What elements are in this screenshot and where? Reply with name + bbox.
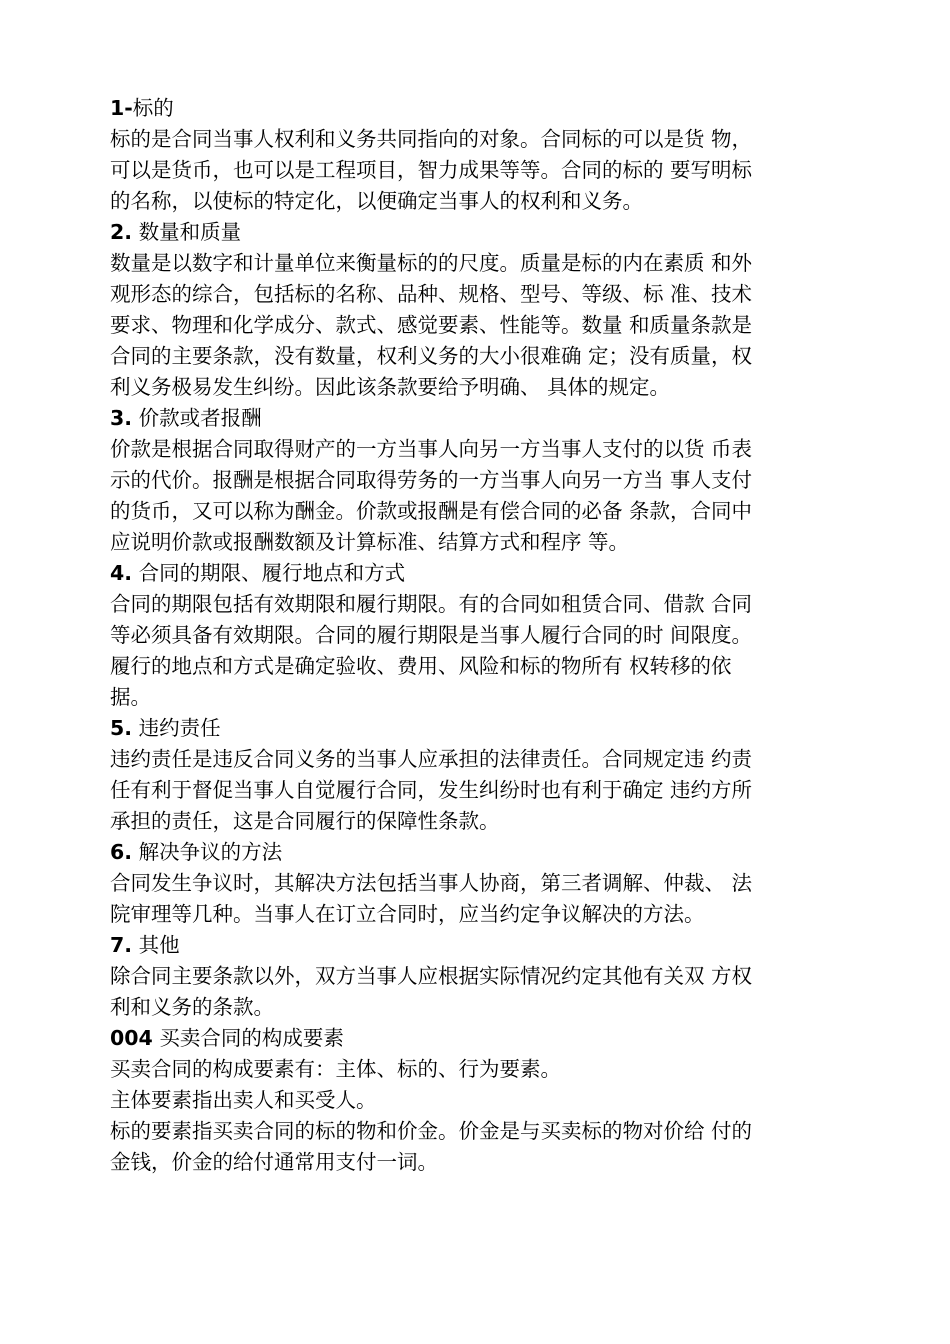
paragraph-line: 应说明价款或报酬数额及计算标准、结算方式和程序 等。 bbox=[110, 530, 630, 554]
paragraph-line: 利和义务的条款。 bbox=[110, 995, 274, 1019]
paragraph-line: 观形态的综合，包括标的名称、品种、规格、型号、等级、标 准、技术 bbox=[110, 282, 753, 306]
section-title: 合同的期限、履行地点和方式 bbox=[132, 561, 406, 585]
paragraph-line: 示的代价。报酬是根据合同取得劳务的一方当事人向另一方当 事人支付 bbox=[110, 468, 753, 492]
section-heading bbox=[110, 930, 870, 961]
section-heading bbox=[110, 217, 870, 248]
section-title: 标的 bbox=[132, 96, 174, 120]
paragraph-line: 除合同主要条款以外，双方当事人应根据实际情况约定其他有关双 方权 bbox=[110, 964, 753, 988]
paragraph-line: 合同的期限包括有效期限和履行期限。有的合同如租赁合同、借款 合同 bbox=[110, 592, 753, 616]
section-number: 2. bbox=[110, 220, 133, 244]
section-heading bbox=[110, 837, 870, 868]
section-title: 买卖合同的构成要素 bbox=[152, 1026, 344, 1050]
paragraph-line: 等必须具备有效期限。合同的履行期限是当事人履行合同的时 间限度。 bbox=[110, 623, 753, 647]
paragraph-line: 标的是合同当事人权利和义务共同指向的对象。合同标的可以是货 物， bbox=[110, 127, 753, 151]
paragraph-line: 承担的责任，这是合同履行的保障性条款。 bbox=[110, 809, 500, 833]
paragraph-line: 价款是根据合同取得财产的一方当事人向另一方当事人支付的以货 币表 bbox=[110, 437, 753, 461]
paragraph-line: 违约责任是违反合同义务的当事人应承担的法律责任。合同规定违 约责 bbox=[110, 747, 753, 771]
section-heading bbox=[110, 403, 870, 434]
section-heading bbox=[110, 93, 870, 124]
section-number: 1- bbox=[110, 96, 133, 120]
paragraph-line: 的货币，又可以称为酬金。价款或报酬是有偿合同的必备 条款，合同中 bbox=[110, 499, 753, 523]
paragraph-line: 数量是以数字和计量单位来衡量标的的尺度。质量是标的内在素质 和外 bbox=[110, 251, 753, 275]
paragraph-line: 买卖合同的构成要素有：主体、标的、行为要素。 bbox=[110, 1057, 561, 1081]
section-number: 3. bbox=[110, 406, 133, 430]
paragraph-line: 任有利于督促当事人自觉履行合同，发生纠纷时也有利于确定 违约方所 bbox=[110, 778, 753, 802]
paragraph-line: 据。 bbox=[110, 685, 151, 709]
paragraph-line: 院审理等几种。当事人在订立合同时，应当约定争议解决的方法。 bbox=[110, 902, 705, 926]
paragraph-line: 合同的主要条款，没有数量，权利义务的大小很难确 定；没有质量，权 bbox=[110, 344, 753, 368]
section-heading bbox=[110, 1023, 870, 1054]
section-number: 004 bbox=[110, 1026, 153, 1050]
section-title: 价款或者报酬 bbox=[132, 406, 262, 430]
paragraph-line: 要求、物理和化学成分、款式、感觉要素、性能等。数量 和质量条款是 bbox=[110, 313, 753, 337]
section-title: 数量和质量 bbox=[132, 220, 242, 244]
paragraph-line: 主体要素指出卖人和买受人。 bbox=[110, 1088, 377, 1112]
section-title: 违约责任 bbox=[132, 716, 221, 740]
paragraph-line: 合同发生争议时，其解决方法包括当事人协商，第三者调解、仲裁、 法 bbox=[110, 871, 753, 895]
paragraph-line: 金钱，价金的给付通常用支付一词。 bbox=[110, 1150, 438, 1174]
paragraph-line: 可以是货币，也可以是工程项目，智力成果等等。合同的标的 要写明标 bbox=[110, 158, 753, 182]
section-number: 6. bbox=[110, 840, 133, 864]
section-heading bbox=[110, 713, 870, 744]
section-heading bbox=[110, 558, 870, 589]
section-number: 5. bbox=[110, 716, 133, 740]
paragraph-line: 履行的地点和方式是确定验收、费用、风险和标的物所有 权转移的依 bbox=[110, 654, 732, 678]
section-title: 解决争议的方法 bbox=[132, 840, 283, 864]
section-number: 7. bbox=[110, 933, 133, 957]
document-page bbox=[110, 93, 870, 1178]
paragraph-line: 标的要素指买卖合同的标的物和价金。价金是与买卖标的物对价给 付的 bbox=[110, 1119, 753, 1143]
paragraph-line: 的名称，以使标的特定化，以便确定当事人的权利和义务。 bbox=[110, 189, 643, 213]
paragraph-line: 利义务极易发生纠纷。因此该条款要给予明确、 具体的规定。 bbox=[110, 375, 671, 399]
section-title: 其他 bbox=[132, 933, 180, 957]
section-number: 4. bbox=[110, 561, 133, 585]
